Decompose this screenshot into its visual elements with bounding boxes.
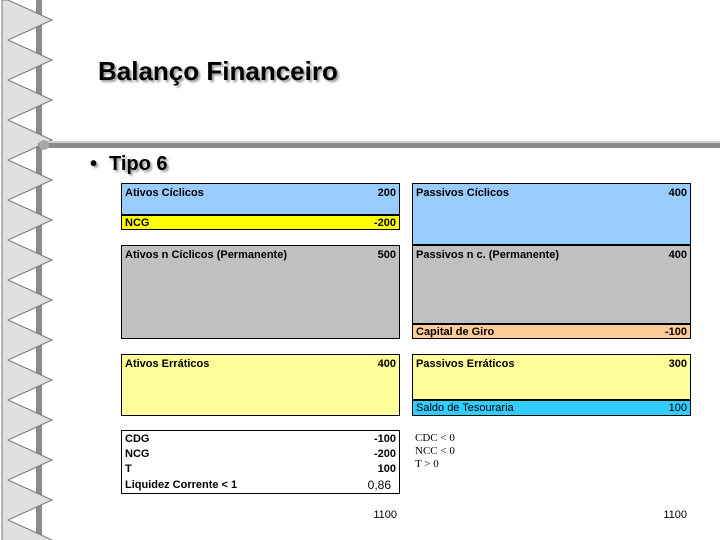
title-divider-line: [38, 140, 720, 153]
liquidez-corrente-value: 0,86: [367, 478, 391, 492]
left-total: 1100: [373, 509, 397, 521]
ncg-cell: [121, 215, 400, 230]
passivos-erraticos-label: Passivos Erráticos: [416, 358, 515, 370]
liquidez-corrente-label: Liquidez Corrente < 1: [125, 479, 238, 491]
cdg-value: -100: [373, 433, 396, 445]
saldo-tesouraria-value: 100: [668, 402, 687, 414]
ativos-permanentes-cell: [121, 245, 400, 339]
condition-ncc: NCC < 0: [415, 445, 455, 457]
bullet-item: [90, 153, 168, 176]
capital-de-giro-value: -100: [664, 326, 687, 338]
zigzag-border-decoration: [0, 0, 60, 540]
saldo-tesouraria-label: Saldo de Tesouraria: [416, 402, 514, 414]
bullet-icon: •: [90, 153, 98, 175]
condition-cdc: CDC < 0: [415, 432, 455, 444]
ativos-erraticos-value: 400: [377, 358, 396, 370]
capital-de-giro-cell: [412, 324, 691, 339]
bullet-text: Tipo 6: [109, 153, 168, 175]
right-total: 1100: [663, 509, 687, 521]
ncg-indicator-value: -200: [373, 448, 396, 460]
passivos-permanentes-cell: [412, 245, 691, 324]
saldo-tesouraria-cell: [412, 400, 691, 416]
passivos-ciclicos-label: Passivos Cíclicos: [416, 187, 509, 199]
passivos-permanentes-value: 400: [668, 249, 687, 261]
ativos-permanentes-label: Ativos n Cíclicos (Permanente): [125, 249, 287, 261]
capital-de-giro-label: Capital de Giro: [416, 326, 495, 338]
ncg-indicator-label: NCG: [125, 448, 150, 460]
passivos-erraticos-value: 300: [668, 358, 687, 370]
passivos-ciclicos-cell: [412, 183, 691, 245]
passivos-ciclicos-value: 400: [668, 187, 687, 199]
t-label: T: [125, 463, 132, 475]
cdg-label: CDG: [125, 433, 150, 445]
passivos-permanentes-label: Passivos n c. (Permanente): [416, 249, 560, 261]
condition-t: T > 0: [415, 458, 439, 470]
ativos-ciclicos-cell: [121, 183, 400, 215]
indicadores-cell: [121, 430, 400, 494]
ncg-value: -200: [373, 217, 396, 229]
page-title: Balanço Financeiro: [98, 56, 338, 86]
ativos-erraticos-label: Ativos Erráticos: [125, 358, 210, 370]
t-value: 100: [377, 463, 396, 475]
ncg-label: NCG: [125, 217, 150, 229]
ativos-ciclicos-label: Ativos Cíclicos: [125, 187, 204, 199]
ativos-permanentes-value: 500: [377, 249, 396, 261]
ativos-ciclicos-value: 200: [377, 187, 396, 199]
ativos-erraticos-cell: [121, 354, 400, 416]
conditions-list: [415, 432, 455, 471]
passivos-erraticos-cell: [412, 354, 691, 400]
